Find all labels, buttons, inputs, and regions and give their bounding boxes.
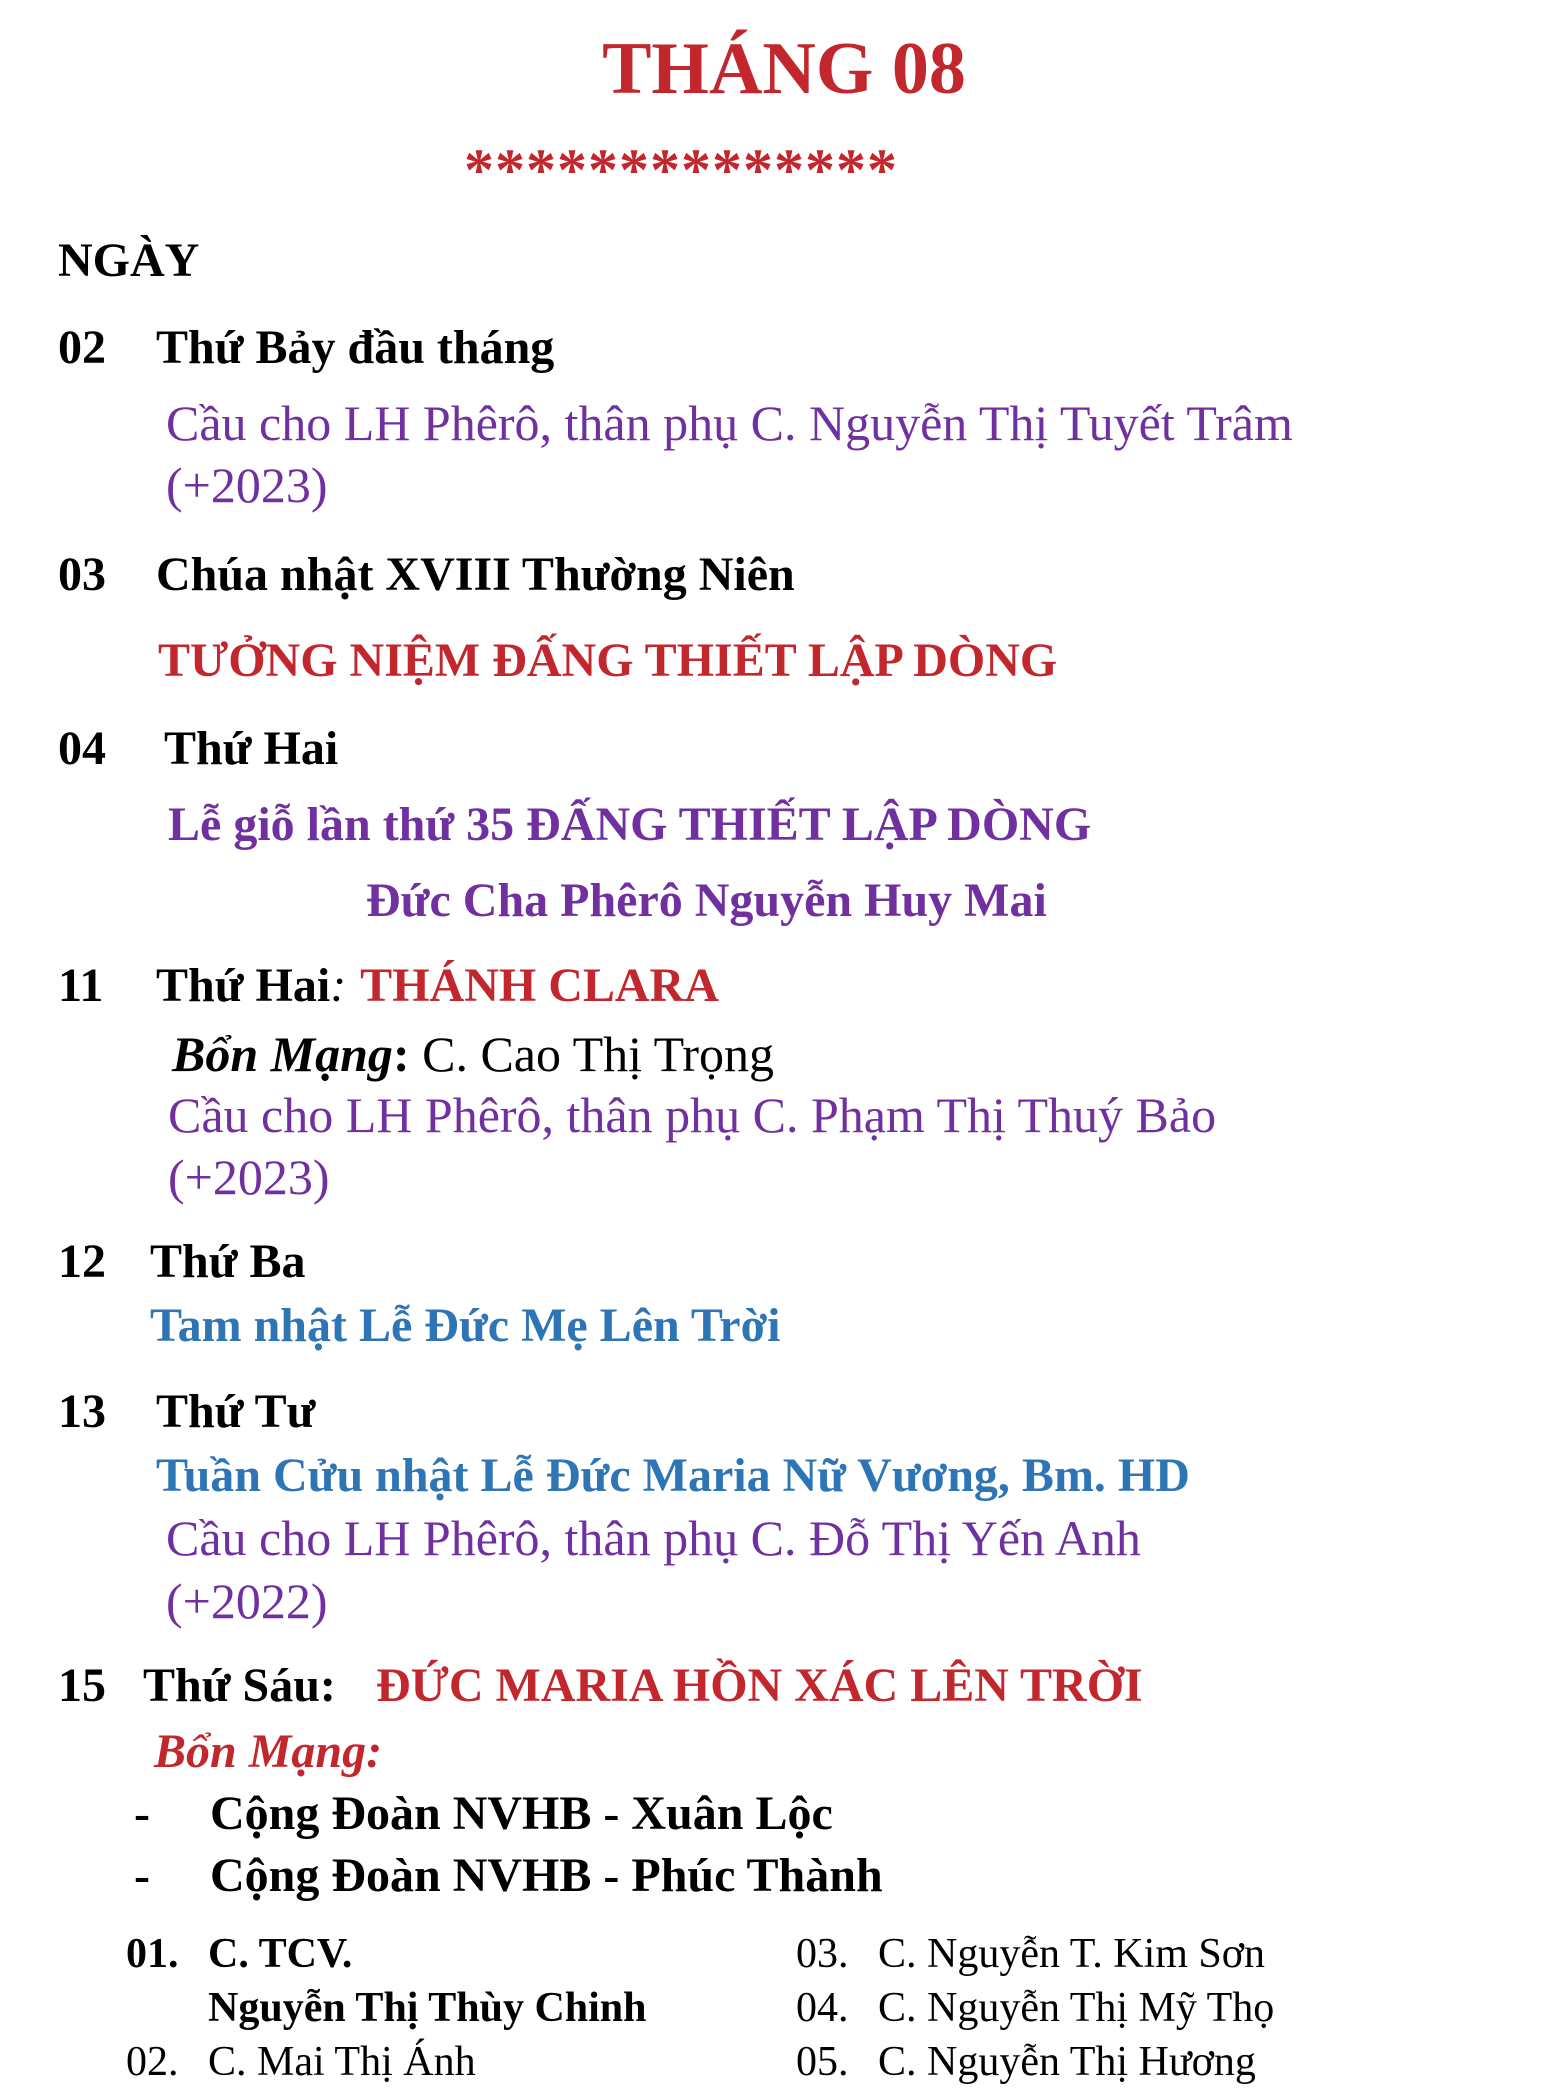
day-number: 03: [58, 548, 106, 601]
sister-name: C. Nguyễn Thị Hương: [878, 2039, 1256, 2085]
day-number: 13: [58, 1385, 106, 1438]
feast-title: THÁNH CLARA: [360, 959, 719, 1012]
feast-title: TƯỞNG NIỆM ĐẤNG THIẾT LẬP DÒNG: [158, 634, 1058, 687]
weekday: Thứ Ba: [150, 1235, 306, 1288]
feast-title: ĐỨC MARIA HỒN XÁC LÊN TRỜI: [376, 1659, 1143, 1712]
weekday: Thứ Hai: [156, 959, 331, 1012]
list-number: 02.: [126, 2039, 179, 2085]
patron-colon: :: [392, 1026, 410, 1082]
title-stars: **************: [464, 137, 898, 203]
page-title: THÁNG 08: [602, 28, 966, 110]
list-number: 01.: [126, 1931, 179, 1977]
founder-name: Đức Cha Phêrô Nguyễn Huy Mai: [366, 874, 1047, 927]
triduum-line: Tam nhật Lễ Đức Mẹ Lên Trời: [150, 1299, 781, 1352]
weekday: Thứ Tư: [156, 1385, 316, 1438]
prayer-line: Cầu cho LH Phêrô, thân phụ C. Đỗ Thị Yến Anh: [166, 1510, 1141, 1566]
community-name: Cộng Đoàn NVHB - Xuân Lộc: [210, 1787, 833, 1840]
patron-line: [172, 1026, 775, 1082]
anniversary-line: Lễ giỗ lần thứ 35 ĐẤNG THIẾT LẬP DÒNG: [168, 798, 1092, 851]
sister-name: C. Nguyễn Thị Mỹ Thọ: [878, 1985, 1275, 2031]
day-number: 04: [58, 722, 106, 775]
weekday: Thứ Sáu:: [143, 1659, 336, 1712]
weekday: Chúa nhật XVIII Thường Niên: [156, 548, 795, 601]
patron-name: C. Cao Thị Trọng: [422, 1026, 775, 1082]
sister-name-line2: Nguyễn Thị Thùy Chinh: [208, 1985, 647, 2031]
heading-colon: :: [330, 959, 347, 1012]
list-dash: -: [134, 1849, 150, 1902]
prayer-year: (+2023): [168, 1149, 330, 1205]
day-number: 11: [58, 959, 104, 1012]
novena-line: Tuần Cửu nhật Lễ Đức Maria Nữ Vương, Bm. HD: [156, 1449, 1190, 1502]
weekday: Thứ Hai: [164, 722, 339, 775]
sister-name: C. Mai Thị Ánh: [208, 2039, 476, 2085]
prayer-year: (+2022): [166, 1573, 328, 1629]
list-dash: -: [134, 1787, 150, 1840]
weekday: Thứ Bảy đầu tháng: [156, 321, 555, 374]
list-number: 04.: [796, 1985, 849, 2031]
day-number: 15: [58, 1659, 106, 1712]
sister-name: C. Nguyễn T. Kim Sơn: [878, 1931, 1266, 1977]
column-label: NGÀY: [58, 234, 200, 287]
day-heading-11: [156, 959, 719, 1012]
community-name: Cộng Đoàn NVHB - Phúc Thành: [210, 1849, 883, 1902]
list-number: 03.: [796, 1931, 849, 1977]
prayer-line: Cầu cho LH Phêrô, thân phụ C. Phạm Thị Thuý Bảo: [168, 1087, 1217, 1143]
patron-label: Bổn Mạng: [172, 1026, 393, 1082]
prayer-year: (+2023): [166, 457, 328, 513]
sister-name: C. TCV.: [208, 1931, 353, 1977]
prayer-line: Cầu cho LH Phêrô, thân phụ C. Nguyễn Thị Tuyết Trâm: [166, 395, 1293, 451]
day-number: 02: [58, 321, 106, 374]
list-number: 05.: [796, 2039, 849, 2085]
patron-label: Bổn Mạng:: [154, 1725, 383, 1778]
day-number: 12: [58, 1235, 106, 1288]
